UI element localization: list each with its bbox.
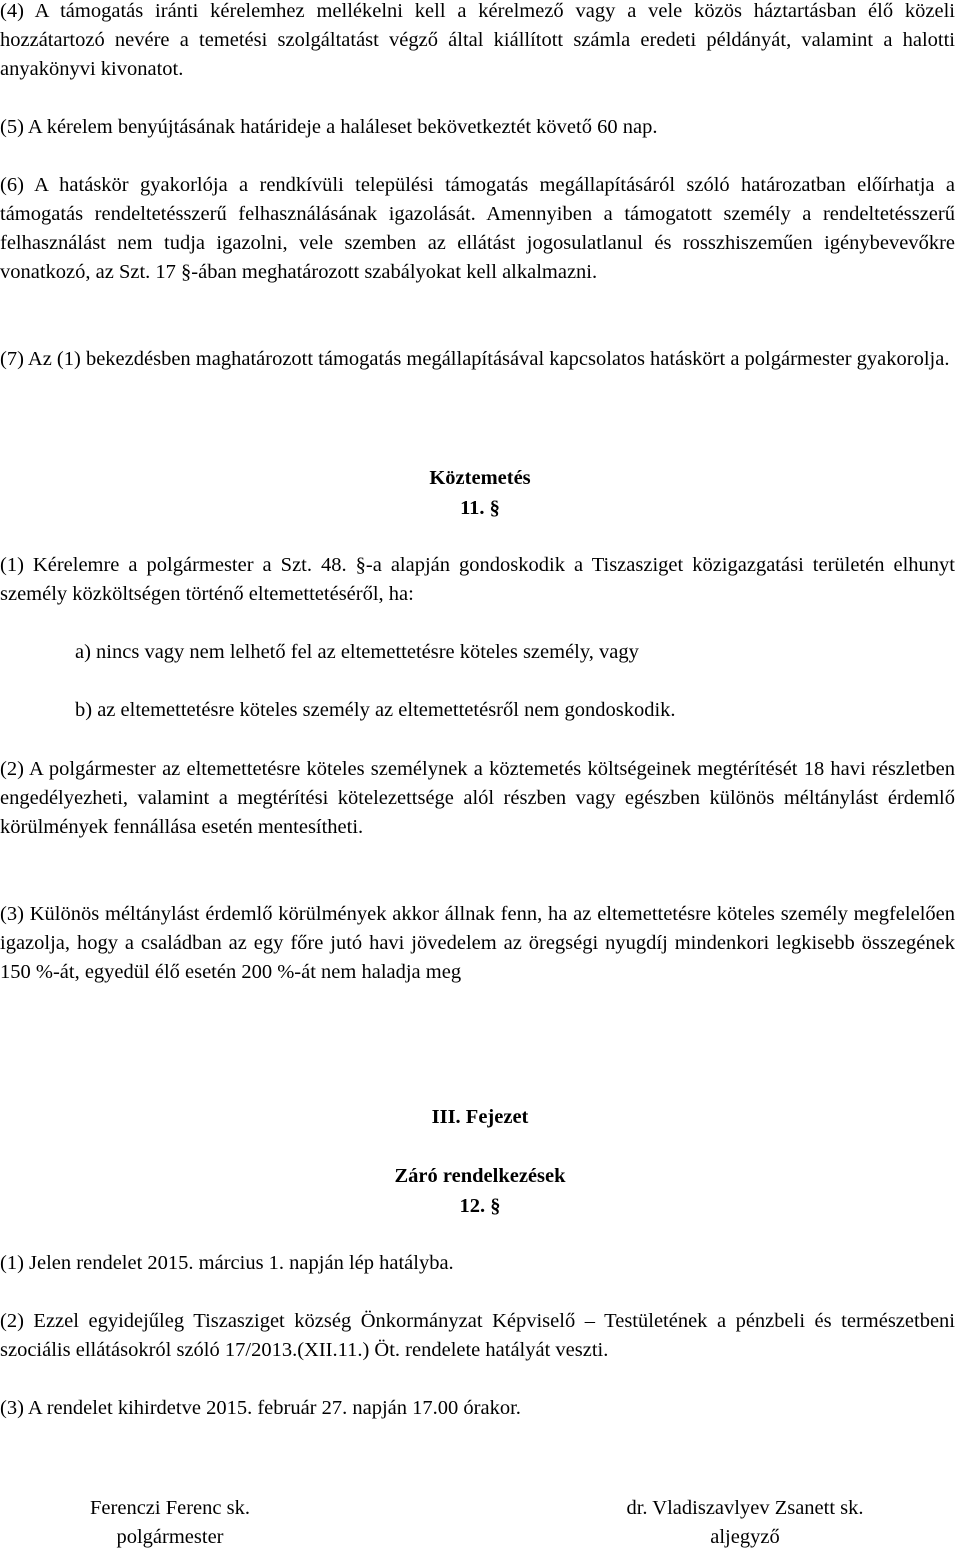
paragraph-7: (7) Az (1) bekezdésben maghatározott támogatás megállapításával kapcsolatos hatáskört a polgármester gyakorolja.: [0, 348, 950, 370]
signature-right-role: aljegyző: [710, 1526, 780, 1548]
chapter-3-title: III. Fejezet: [431, 1106, 529, 1128]
signature-left-name: Ferenczi Ferenc sk.: [90, 1497, 250, 1519]
paragraph-5: (5) A kérelem benyújtásának határideje a haláleset bekövetkeztét követő 60 nap.: [0, 116, 658, 138]
paragraph-6: (6) A hatáskör gyakorlója a rendkívüli települési támogatás megállapításáról szóló határozatban előírhatja a támogatás rendeltetésszerű felhasználásának igazolását. Amennyiben a támogatott személy a rendeltetésszerű felhasználást nem tudja igazolni, vele szemben az ellátást jogosulatlanul és rosszhiszeműen igénybevevőkre vonatkozó, az Szt. 17 §-ában meghatározott szabályokat kell alkalmazni.: [0, 174, 955, 283]
section-12-paragraph-3: (3) A rendelet kihirdetve 2015. február 27. napján 17.00 órakor.: [0, 1397, 521, 1419]
section-12-paragraph-1: (1) Jelen rendelet 2015. március 1. napján lép hatályba.: [0, 1252, 454, 1274]
section-11-paragraph-3: (3) Különös méltánylást érdemlő körülmények akkor állnak fenn, ha az eltemettetésre köteles személy megfelelően igazolja, hogy a családban az egy főre jutó havi jövedelem az öregségi nyugdíj mindenkori legkisebb összegének 150 %-át, egyedül élő esetén 200 %-át nem haladja meg: [0, 903, 955, 983]
section-11-item-a: a) nincs vagy nem lelhető fel az eltemettetésre köteles személy, vagy: [75, 641, 639, 663]
paragraph-4: (4) A támogatás iránti kérelemhez mellékelni kell a kérelmező vagy a vele közös háztartásban élő közeli hozzátartozó nevére a temetési szolgáltatást végző által kiállított számla eredeti példányát, valamint a halotti anyakönyvi kivonatot.: [0, 0, 955, 80]
signature-right-name: dr. Vladiszavlyev Zsanett sk.: [626, 1497, 864, 1519]
chapter-3-subtitle: Záró rendelkezések: [394, 1165, 566, 1187]
section-12-paragraph-2: (2) Ezzel egyidejűleg Tiszasziget község Önkormányzat Képviselő – Testületének a pénzbeli és természetbeni szociális ellátásokról szóló 17/2013.(XII.11.) Öt. rendelete hatályát veszti.: [0, 1310, 955, 1361]
section-11-number: 11. §: [460, 497, 500, 519]
section-11-item-b: b) az eltemettetésre köteles személy az eltemettetésről nem gondoskodik.: [75, 699, 676, 721]
section-12-number: 12. §: [459, 1195, 501, 1217]
section-11-title: Köztemetés: [429, 467, 531, 489]
section-11-paragraph-2: (2) A polgármester az eltemettetésre köteles személynek a köztemetés költségeinek megtérítését 18 havi részletben engedélyezheti, valamint a megtérítési kötelezettsége alól részben vagy egészben különös méltánylást érdemlő körülmények fennállása esetén mentesítheti.: [0, 758, 955, 838]
section-11-paragraph-1: (1) Kérelemre a polgármester a Szt. 48. §-a alapján gondoskodik a Tiszasziget közigazgatási területén elhunyt személy közköltségen történő eltemettetéséről, ha:: [0, 554, 955, 605]
signature-left-role: polgármester: [116, 1526, 224, 1548]
